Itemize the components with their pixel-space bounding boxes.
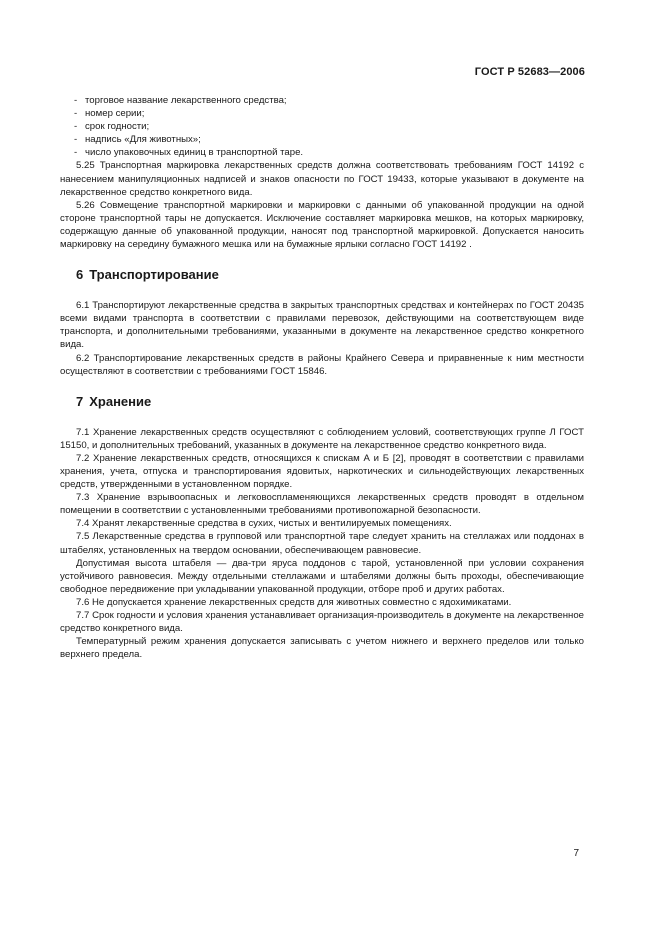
list-item: - срок годности; bbox=[74, 121, 150, 133]
section-title: Транспортирование bbox=[89, 267, 219, 283]
document-code-header: ГОСТ Р 52683—2006 bbox=[474, 66, 585, 78]
document-content bbox=[60, 94, 584, 661]
paragraph-6-1: 6.1 Транспортируют лекарственные средства в закрытых транспортных средствах и контейнерах по ГОСТ 20435 всеми видами транспорта в соответствии с правилами перевозок, действующими на соответствующем виде транспорта, и дополнительными требованиями, указанными в документе на лекарственное средство конкретного вида. bbox=[60, 300, 584, 351]
paragraph-6-2: 6.2 Транспортирование лекарственных средств в районы Крайнего Севера и приравненные к ним местности осуществляют в соответствии с требованиями ГОСТ 15846. bbox=[60, 352, 584, 377]
section-7-heading bbox=[76, 394, 584, 410]
paragraph-7-7-cont: Температурный режим хранения допускается записывать с учетом нижнего и верхнего пределов или только верхнего предела. bbox=[60, 636, 584, 661]
section-6-heading bbox=[76, 267, 584, 283]
paragraph-7-7: 7.7 Срок годности и условия хранения устанавливает организация-производитель в документе на лекарственное средство конкретного вида. bbox=[60, 610, 584, 635]
paragraph-7-1: 7.1 Хранение лекарственных средств осуществляют с соблюдением условий, соответствующих группе Л ГОСТ 15150, и дополнительных требований, указанных в документе на лекарственное средство конкретного вида. bbox=[60, 426, 584, 451]
section-number: 7 bbox=[76, 393, 84, 409]
marking-list bbox=[74, 94, 584, 159]
page-number: 7 bbox=[573, 848, 579, 859]
paragraph-7-5: 7.5 Лекарственные средства в групповой или транспортной таре следует хранить на стеллажах или поддонах в штабелях, установленных на твердом основании, обеспечивающем равновесие. bbox=[60, 531, 584, 556]
list-item: - надпись «Для животных»; bbox=[74, 134, 201, 146]
paragraph-7-3: 7.3 Хранение взрывоопасных и легковоспламеняющихся лекарственных средств проводят в отдельном помещении в соответствии с установленными требованиями противопожарной безопасности. bbox=[60, 492, 584, 517]
section-number: 6 bbox=[76, 267, 84, 283]
list-item: - число упаковочных единиц в транспортной таре. bbox=[74, 147, 304, 159]
section-title: Хранение bbox=[89, 393, 152, 409]
paragraph-7-5-cont: Допустимая высота штабеля — два-три яруса поддонов с тарой, установленной при условии сохранения устойчивого равновесия. Между отдельными стеллажами и штабелями должны быть проходы, обеспечивающие свободное передвижение при укладывании упакованной продукции, отборе проб и других работах. bbox=[60, 557, 584, 595]
paragraph-5-25: 5.25 Транспортная маркировка лекарственных средств должна соответствовать требованиям ГОСТ 14192 с нанесением манипуляционных надписей и знаков опасности по ГОСТ 19433, которые указывают в документе на лекарственное средство конкретного вида. bbox=[60, 160, 584, 198]
paragraph-7-6: 7.6 Не допускается хранение лекарственных средств для животных совместно с ядохимикатами. bbox=[76, 596, 512, 608]
list-item: - торговое название лекарственного средства; bbox=[74, 95, 287, 106]
paragraph-7-4: 7.4 Хранят лекарственные средства в сухих, чистых и вентилируемых помещениях. bbox=[76, 518, 452, 530]
paragraph-7-2: 7.2 Хранение лекарственных средств, относящихся к спискам А и Б [2], проводят в соответствии с правилами хранения, учета, отпуска и транспортирования ядовитых, наркотических и сильнодействующих лекарственных средств, утвержденными в установленном порядке. bbox=[60, 452, 584, 491]
paragraph-5-26: 5.26 Совмещение транспортной маркировки и маркировки с данными об упакованной продукции на одной стороне транспортной тары не допускается. Исключение составляет маркировка мешков, на которых маркировку, содержащую данные об упакованной продукции, наносят под транспортной маркировкой. Допускается наносить маркировку на середину бумажного мешка или на бумажные ярлыки согласно ГОСТ 14192 . bbox=[60, 199, 584, 251]
list-item: - номер серии; bbox=[74, 108, 145, 120]
